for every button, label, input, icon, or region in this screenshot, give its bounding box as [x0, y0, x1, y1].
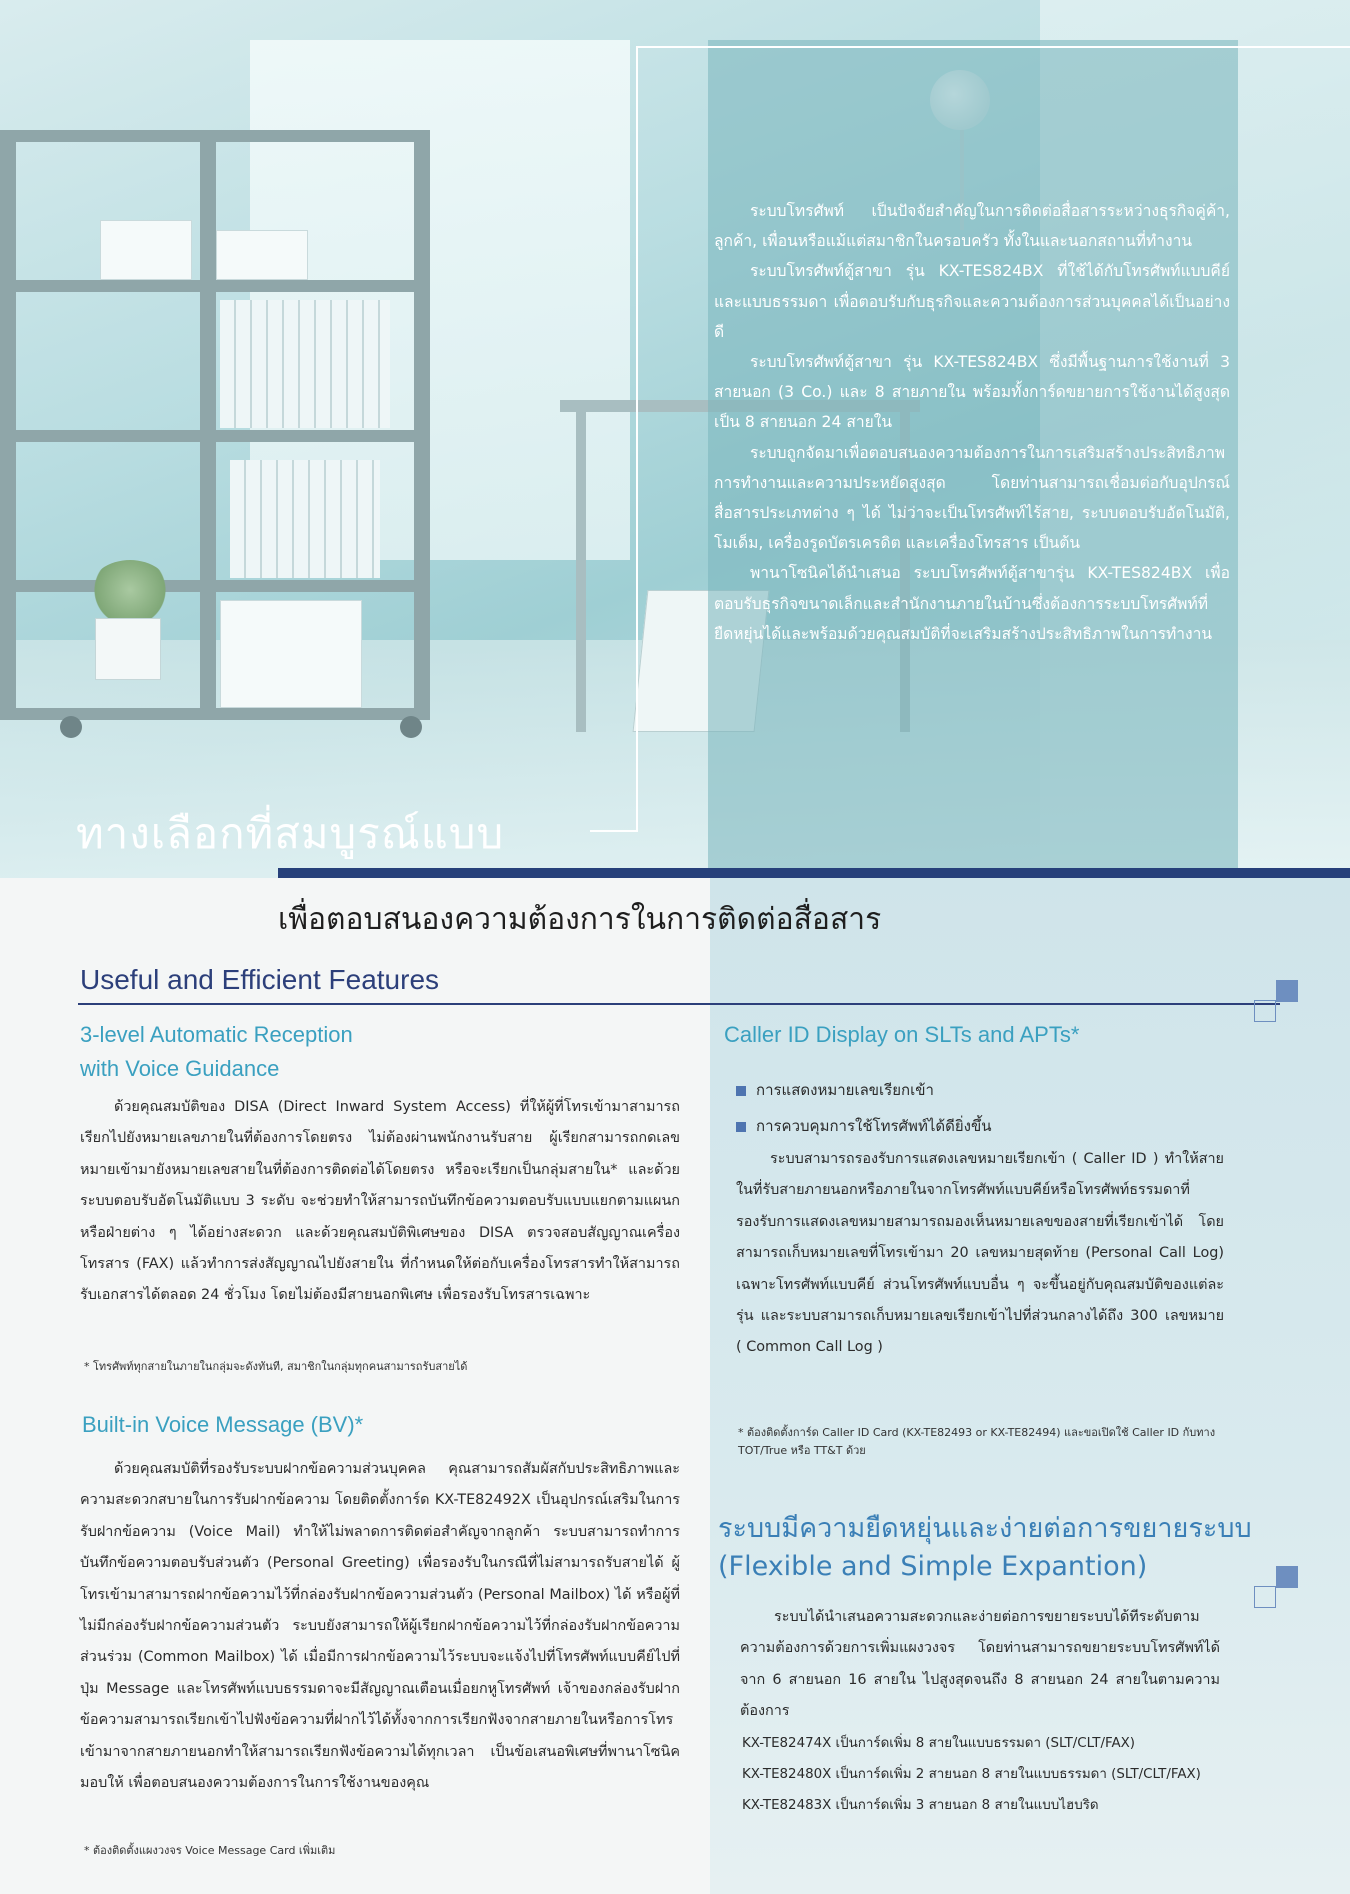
list-item: KX-TE82483X เป็นการ์ดเพิ่ม 3 สายนอก 8 สายในแบบไฮบริด [742, 1798, 1099, 1813]
intro-paragraph: ระบบถูกจัดมาเพื่อตอบสนองความต้องการในการเสริมสร้างประสิทธิภาพการทำงานและความประหยัดสูงสุด โดยท่านสามารถเชื่อมต่อกับอุปกรณ์สื่อสารประเภทต่าง ๆ ได้ ไม่ว่าจะเป็นโทรศัพท์ไร้สาย, ระบบตอบรับอัตโนมัติ, โมเด็ม, เครื่องรูดบัตรเครดิต และเครื่องโทรสาร เป็นต้น [714, 443, 1230, 553]
hero-title: ทางเลือกที่สมบูรณ์แบบ [76, 809, 505, 858]
square-outline-ornament [1254, 1000, 1276, 1022]
intro-paragraph: ระบบโทรศัพท์ตู้สาขา รุ่น KX-TES824BX ที่ใช้ได้กับโทรศัพท์แบบคีย์และแบบธรรมดา เพื่อตอบรับกับธุรกิจและความต้องการส่วนบุคคลได้เป็นอย่างดี [714, 262, 1230, 341]
section-title: Useful and Efficient Features [80, 964, 440, 995]
navy-band [278, 868, 1350, 878]
caller-body [736, 1144, 1224, 1364]
square-ornament [1276, 1566, 1298, 1588]
bv-paragraph: ด้วยคุณสมบัติที่รองรับระบบฝากข้อความส่วนบุคคล คุณสามารถสัมผัสกับประสิทธิภาพและความสะดวกสบายในการรับฝากข้อความ โดยติดตั้งการ์ด KX-TE82492X เป็นอุปกรณ์เสริมในการรับฝากข้อความ (Voice Mail) ทำให้ไม่พลาดการติดต่อสำคัญจากลูกค้า ระบบสามารถทำการบันทึกข้อความตอบรับส่วนตัว (Personal Greeting) เพื่อรองรับในกรณีที่ไม่สามารถรับสายได้ ผู้โทรเข้ามาสามารถฝากข้อความไว้ที่กล่องรับฝากข้อความส่วนตัว (Personal Mailbox) ได้ หรือผู้ที่ไม่มีกล่องรับฝากข้อความส่วนตัว ระบบยังสามารถให้ผู้เรียกฝากข้อความไว้ที่กล่องรับฝากข้อความส่วนร่วม (Common Mailbox) ได้ เมื่อมีการฝากข้อความไว้ระบบจะแจ้งไปที่โทรศัพท์แบบคีย์ไปที่ปุ่ม Message และโทรศัพท์แบบธรรมดาจะมีสัญญาณเตือนเมื่อยกหูโทรศัพท์ เจ้าของกล่องรับฝากข้อความสามารถเรียกเข้าไปฟังข้อความที่ฝากไว้ได้ทั้งจากการเรียกฟังจากสายภายในหรือการโทรเข้ามาจากสายภายนอกทำให้สามารถเรียกฟังข้อความได้ทุกเวลา เป็นข้อเสนอพิเศษที่พานาโซนิคมอบให้ เพื่อตอบสนองความต้องการในการใช้งานของคุณ [80, 1461, 680, 1792]
square-outline-ornament [1254, 1586, 1276, 1608]
list-item: KX-TE82480X เป็นการ์ดเพิ่ม 2 สายนอก 8 สายในแบบธรรมดา (SLT/CLT/FAX) [742, 1767, 1201, 1782]
title-rule [590, 830, 638, 832]
disa-title-line2: with Voice Guidance [80, 1056, 280, 1081]
square-ornament [1276, 980, 1298, 1002]
flex-body [740, 1602, 1220, 1728]
disa-body [80, 1092, 680, 1312]
model-list [742, 1728, 1262, 1821]
bv-title: Built-in Voice Message (BV)* [82, 1412, 364, 1437]
list-item: KX-TE82474X เป็นการ์ดเพิ่ม 8 สายในแบบธรรมดา (SLT/CLT/FAX) [742, 1736, 1135, 1751]
intro-paragraph: ระบบโทรศัพท์ เป็นปัจจัยสำคัญในการติดต่อสื่อสารระหว่างธุรกิจคู่ค้า, ลูกค้า, เพื่อนหรือแม้แต่สมาชิกในครอบครัว ทั้งในและนอกสถานที่ทำงาน [714, 202, 1230, 251]
caller-paragraph: ระบบสามารถรองรับการแสดงเลขหมายเรียกเข้า ( Caller ID ) ทำให้สายในที่รับสายภายนอกหรือภายในจากโทรศัพท์แบบคีย์หรือโทรศัพท์ธรรมดาที่รองรับการแสดงเลขหมายสามารถมองเห็นหมายเลขของสายที่เรียกเข้าได้ โดยสามารถเก็บหมายเลขที่โทรเข้ามา 20 เลขหมายสุดท้าย (Personal Call Log) เฉพาะโทรศัพท์แบบคีย์ ส่วนโทรศัพท์แบบอื่น ๆ จะขึ้นอยู่กับคุณสมบัติของแต่ละรุ่น และระบบสามารถเก็บหมายเลขเรียกเข้าไปที่ส่วนกลางได้ถึง 300 เลขหมาย ( Common Call Log ) [736, 1151, 1224, 1356]
frame-line-top [636, 46, 1350, 48]
intro-text [714, 196, 1230, 649]
disa-footnote: * โทรศัพท์ทุกสายในภายในกลุ่มจะดังทันที, สมาชิกในกลุ่มทุกคนสามารถรับสายได้ [84, 1360, 468, 1373]
flex-title-line1: ระบบมีความยืดหยุ่นและง่ายต่อการขยายระบบ [718, 1513, 1252, 1544]
caller-bullets [736, 1072, 1256, 1144]
frame-line-left [636, 46, 638, 832]
plant-pot [95, 618, 161, 680]
hero-photo [0, 0, 1350, 878]
bookshelf-illustration [0, 130, 430, 720]
intro-paragraph: ระบบโทรศัพท์ตู้สาขา รุ่น KX-TES824BX ซึ่งมีพื้นฐานการใช้งานที่ 3 สายนอก (3 Co.) และ 8 สายภายใน พร้อมทั้งการ์ดขยายการใช้งานได้สูงสุดเป็น 8 สายนอก 24 สายใน [714, 353, 1230, 432]
caller-title: Caller ID Display on SLTs and APTs* [724, 1022, 1080, 1047]
flex-title-line2: (Flexible and Simple Expantion) [718, 1551, 1148, 1582]
flex-title [718, 1510, 1278, 1586]
bullet-square-icon [736, 1086, 746, 1096]
plant [90, 560, 170, 620]
caller-footnote: * ต้องติดตั้งการ์ด Caller ID Card (KX-TE82493 or KX-TE82494) และขอเปิดใช้ Caller ID กับทาง TOT/True หรือ TT&T ด้วย [738, 1426, 1216, 1457]
bullet-square-icon [736, 1122, 746, 1132]
bv-body [80, 1454, 680, 1799]
disa-paragraph: ด้วยคุณสมบัติของ DISA (Direct Inward System Access) ที่ให้ผู้ที่โทรเข้ามาสามารถเรียกไปยังหมายเลขภายในที่ต้องการโดยตรง ไม่ต้องผ่านพนักงานรับสาย ผู้เรียกสามารถกดเลขหมายเข้ามายังหมายเลขสายในที่ต้องการติดต่อได้โดยตรง หรือจะเรียกเป็นกลุ่มสายใน* และด้วยระบบตอบรับอัตโนมัติแบบ 3 ระดับ จะช่วยทำให้สามารถบันทึกข้อความตอบรับแบบแยกตามแผนกหรือฝ่ายต่าง ๆ ได้อย่างสะดวก และด้วยคุณสมบัติพิเศษของ DISA ตรวจสอบสัญญาณเครื่องโทรสาร (FAX) แล้วทำการส่งสัญญาณไปยังสายใน ที่กำหนดให้ต่อกับเครื่องโทรสารทำให้สามารถรับเอกสารได้ตลอด 24 ชั่วโมง โดยไม่ต้องมีสายนอกพิเศษ เพื่อรองรับโทรสารเฉพาะ [80, 1099, 680, 1304]
section-rule [78, 1003, 1280, 1005]
flex-paragraph: ระบบได้นำเสนอความสะดวกและง่ายต่อการขยายระบบได้ทีระดับตามความต้องการด้วยการเพิ่มแผงวงจร โดยท่านสามารถขยายระบบโทรศัพท์ได้จาก 6 สายนอก 16 สายใน ไปสูงสุดจนถึง 8 สายนอก 24 สายในตามความต้องการ [740, 1609, 1220, 1720]
list-item: การควบคุมการใช้โทรศัพท์ได้ดียิ่งขึ้น [736, 1108, 1256, 1144]
page-subtitle: เพื่อตอบสนองความต้องการในการติดต่อสื่อสาร [278, 902, 882, 937]
intro-paragraph: พานาโซนิคได้นำเสนอ ระบบโทรศัพท์ตู้สาขารุ่น KX-TES824BX เพื่อตอบรับธุรกิจขนาดเล็กและสำนักงานภายในบ้านซึ่งต้องการระบบโทรศัพท์ที่ยืดหยุ่นได้และพร้อมด้วยคุณสมบัติที่จะเสริมสร้างประสิทธิภาพในการทำงาน [714, 564, 1230, 643]
disa-title-line1: 3-level Automatic Reception [80, 1022, 353, 1047]
bv-footnote: * ต้องติดตั้งแผงวงจร Voice Message Card เพิ่มเติม [84, 1844, 336, 1857]
list-item: การแสดงหมายเลขเรียกเข้า [736, 1072, 1256, 1108]
